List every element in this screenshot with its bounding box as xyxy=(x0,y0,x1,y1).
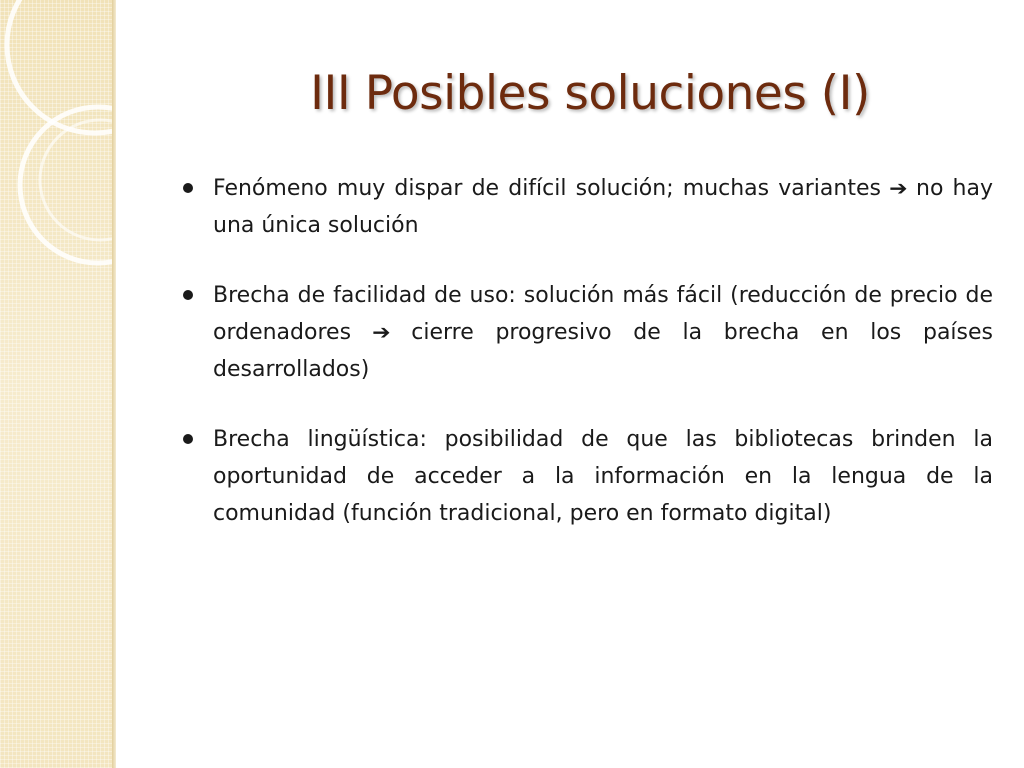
right-arrow-icon: ➔ xyxy=(371,320,391,344)
decorative-circles-icon xyxy=(0,0,112,300)
bullet-text: cierre progresivo de la brecha en los países desarrollados) xyxy=(213,320,993,382)
bullet-text: Fenómeno muy dispar de difícil solución; muchas variantes xyxy=(213,176,881,201)
right-arrow-icon: ➔ xyxy=(889,176,908,200)
slide-title: III Posibles soluciones (I) xyxy=(310,66,870,121)
bullet-text: Brecha lingüística: posibilidad de que las bibliotecas brinden la oportunidad de acceder a la información en la lengua de la comunidad (función tradicional, pero en formato digital) xyxy=(213,427,993,526)
bullet-text: Brecha de facilidad de uso: solución más fácil (reducción de precio de ordenadores xyxy=(213,283,993,345)
bullet-item-3 xyxy=(175,421,993,532)
bullet-dot-icon xyxy=(183,434,193,444)
bullet-dot-icon xyxy=(183,183,193,193)
bullet-list xyxy=(175,170,993,565)
bullet-item-1 xyxy=(175,170,993,244)
bullet-dot-icon xyxy=(183,290,193,300)
bullet-text: no hay una única solución xyxy=(213,176,994,238)
decorative-side-band xyxy=(0,0,112,768)
side-band-edge xyxy=(112,0,116,768)
bullet-item-2 xyxy=(175,277,993,388)
